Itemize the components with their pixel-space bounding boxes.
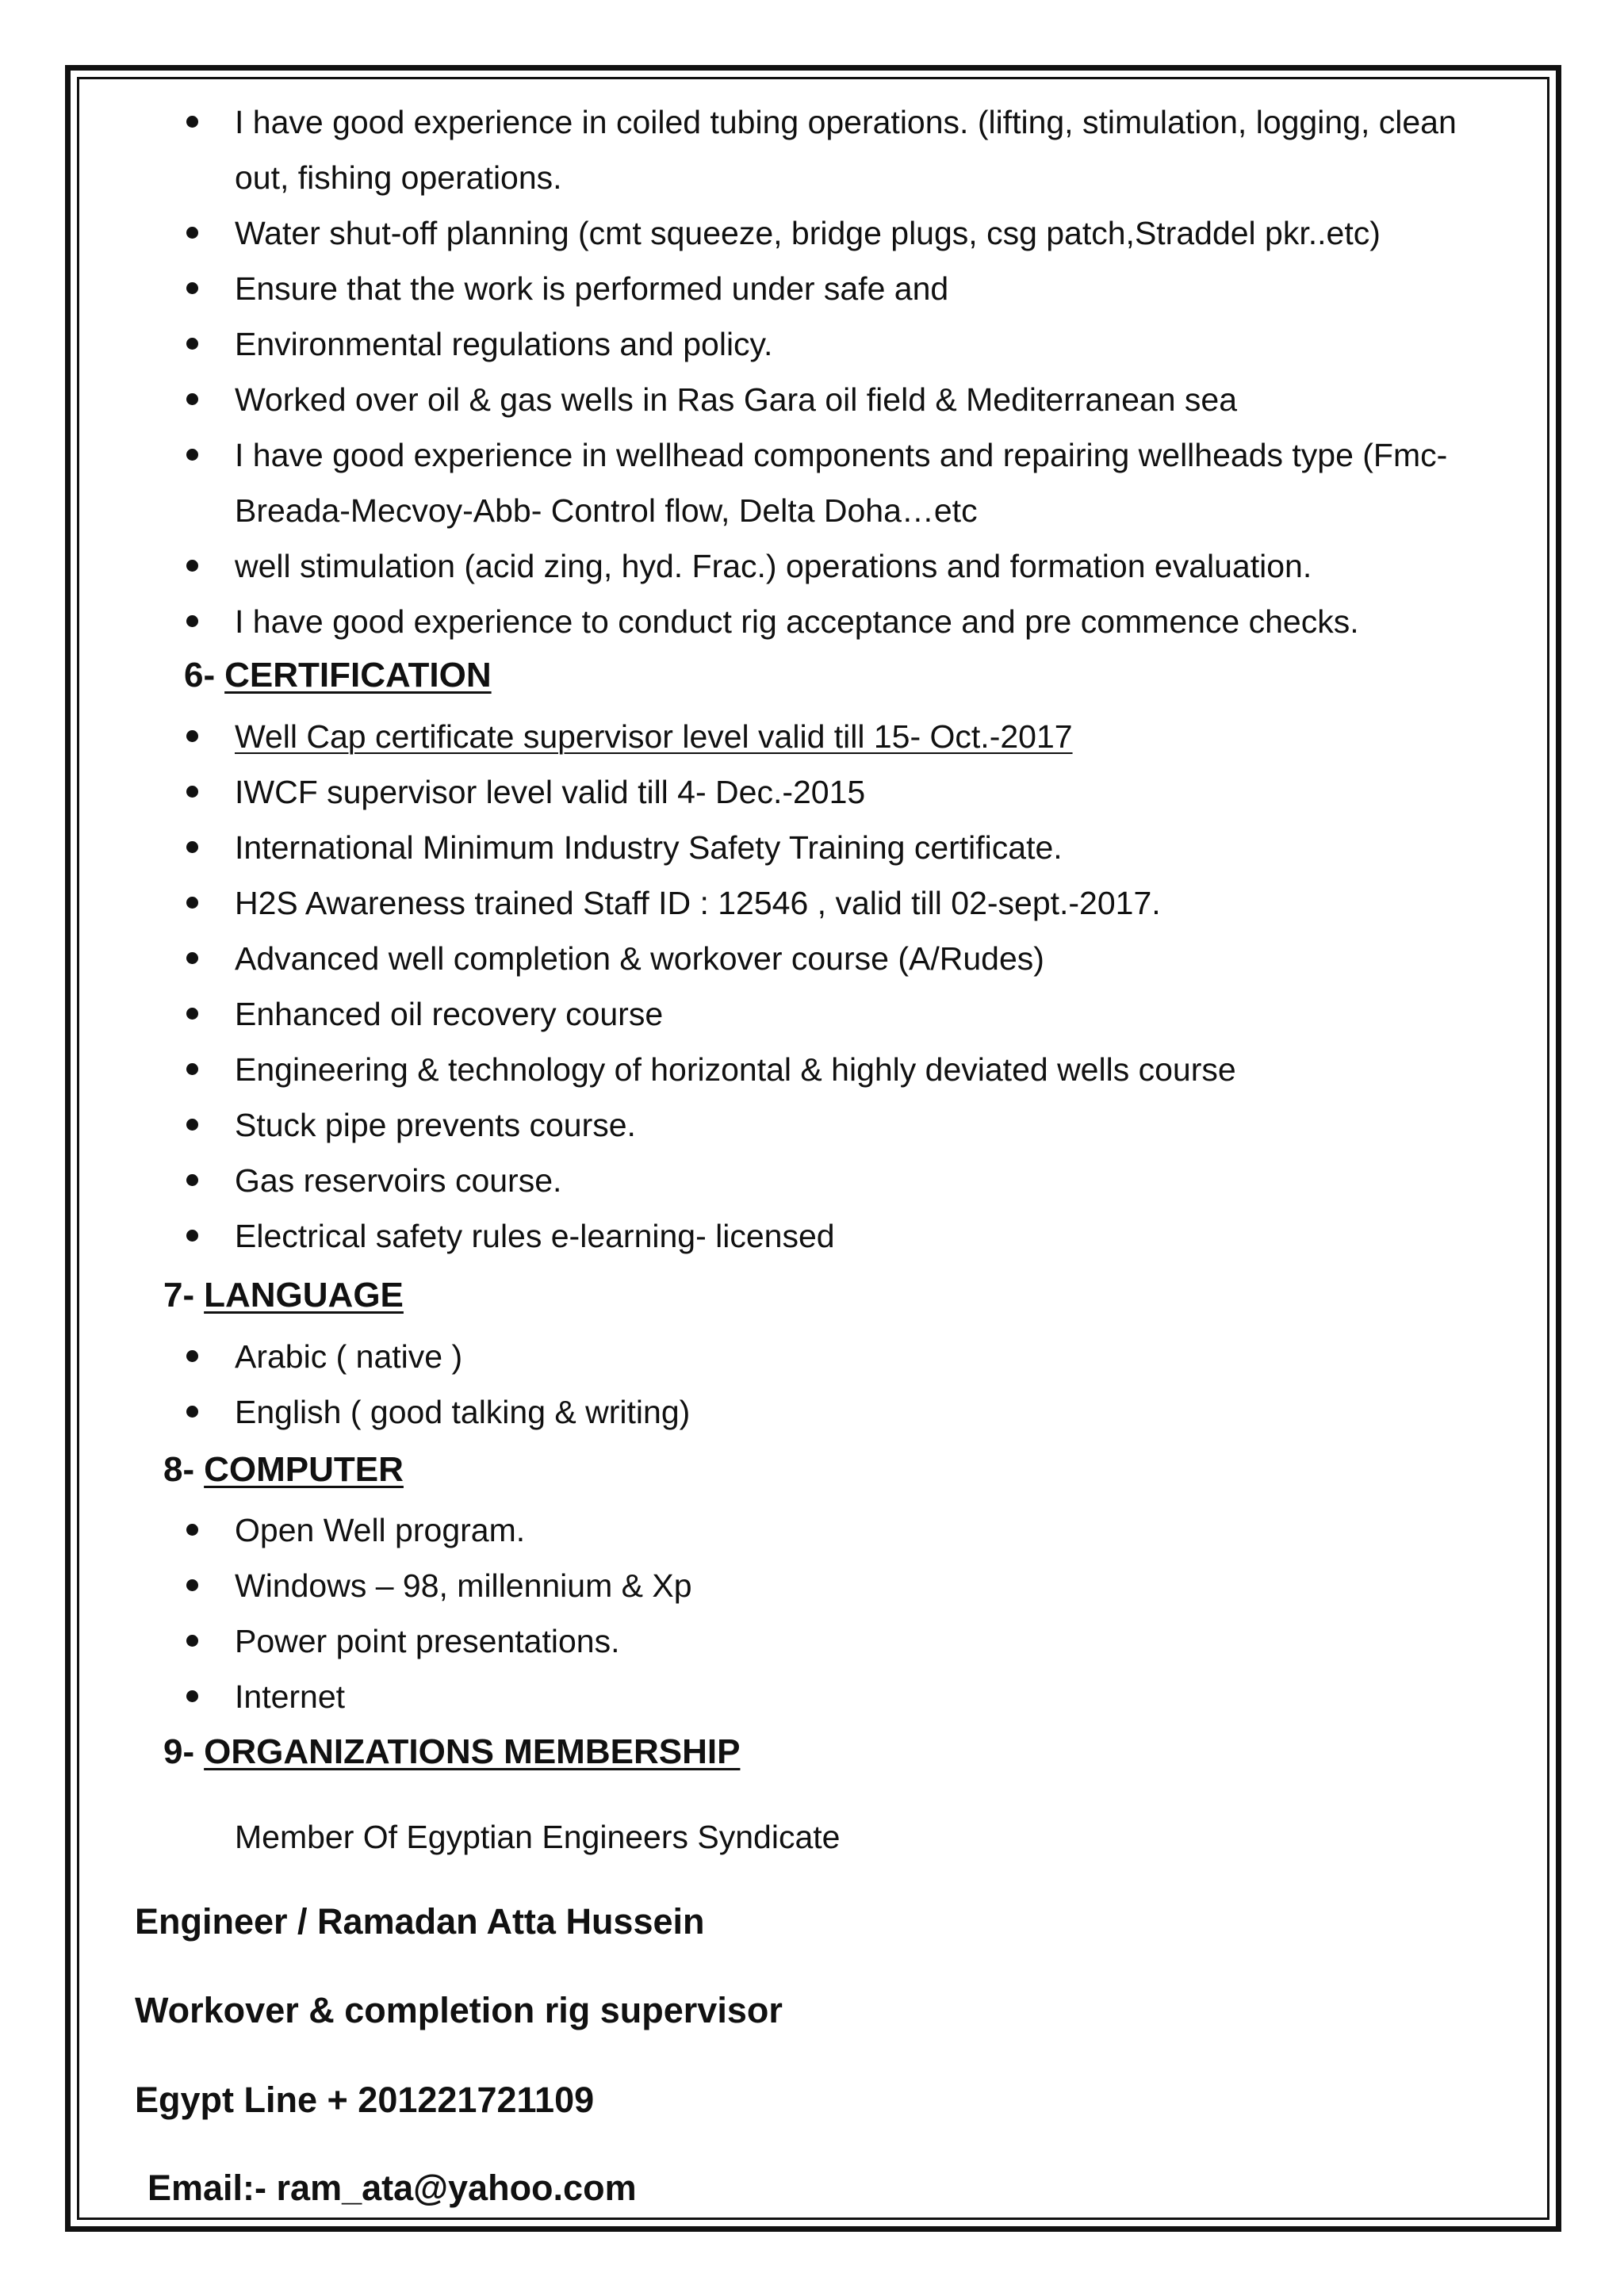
list-item: IWCF supervisor level valid till 4- Dec.-2015 — [0, 764, 1503, 820]
language-list — [0, 1329, 1503, 1440]
list-item: International Minimum Industry Safety Training certificate. — [0, 820, 1503, 875]
signature-email: Email:- ram_ata@yahoo.com — [147, 2168, 637, 2208]
signature-role: Workover & completion rig supervisor — [135, 1990, 783, 2030]
section-title: COMPUTER — [204, 1450, 404, 1489]
list-item: English ( good talking & writing) — [0, 1384, 1503, 1440]
list-item: Windows – 98, millennium & Xp — [0, 1558, 1503, 1613]
certificate-wellcap: Well Cap certificate supervisor level valid till 15- Oct.-2017 — [235, 718, 1073, 755]
section-number: 7- — [163, 1276, 195, 1314]
list-item: Arabic ( native ) — [0, 1329, 1503, 1384]
signature-phone: Egypt Line + 201221721109 — [135, 2080, 595, 2120]
membership-text: Member Of Egyptian Engineers Syndicate — [235, 1819, 841, 1855]
section-heading-computer — [163, 1446, 404, 1494]
list-item: I have good experience in wellhead components and repairing wellheads type (Fmc-Breada-Mecvoy-Abb- Control flow, Delta Doha…etc — [0, 427, 1496, 538]
signature-name: Engineer / Ramadan Atta Hussein — [135, 1901, 705, 1942]
section-title: ORGANIZATIONS MEMBERSHIP — [204, 1732, 741, 1771]
list-item: Power point presentations. — [0, 1613, 1503, 1669]
list-item: Open Well program. — [0, 1502, 1503, 1558]
section-heading-language — [163, 1272, 404, 1319]
list-item: Stuck pipe prevents course. — [0, 1097, 1503, 1153]
list-item: Enhanced oil recovery course — [0, 986, 1503, 1042]
list-item: Electrical safety rules e-learning- licensed — [0, 1208, 1503, 1264]
section-heading-membership — [163, 1728, 740, 1776]
experience-list — [0, 94, 1503, 649]
certification-list — [0, 709, 1503, 1264]
computer-list — [0, 1502, 1503, 1724]
list-item: well stimulation (acid zing, hyd. Frac.) operations and formation evaluation. — [0, 538, 1503, 594]
section-number: 9- — [163, 1732, 195, 1771]
section-number: 6- — [184, 656, 216, 695]
list-item: Ensure that the work is performed under safe and — [0, 261, 1503, 316]
list-item: Environmental regulations and policy. — [0, 316, 1503, 372]
list-item: H2S Awareness trained Staff ID : 12546 , valid till 02-sept.-2017. — [0, 875, 1503, 931]
list-item: I have good experience to conduct rig acceptance and pre commence checks. — [0, 594, 1503, 649]
section-title: LANGUAGE — [204, 1276, 404, 1314]
list-item: Advanced well completion & workover course (A/Rudes) — [0, 931, 1503, 986]
list-item: I have good experience in coiled tubing operations. (lifting, stimulation, logging, clean out, fishing operations. — [0, 94, 1496, 205]
section-title: CERTIFICATION — [224, 656, 492, 695]
list-item: Internet — [0, 1669, 1503, 1724]
list-item: Worked over oil & gas wells in Ras Gara oil field & Mediterranean sea — [0, 372, 1503, 427]
list-item — [0, 709, 1503, 764]
section-heading-certification — [184, 652, 492, 699]
list-item: Water shut-off planning (cmt squeeze, bridge plugs, csg patch,Straddel pkr..etc) — [0, 205, 1503, 261]
list-item: Engineering & technology of horizontal & highly deviated wells course — [0, 1042, 1503, 1097]
section-number: 8- — [163, 1450, 195, 1489]
list-item: Gas reservoirs course. — [0, 1153, 1503, 1208]
